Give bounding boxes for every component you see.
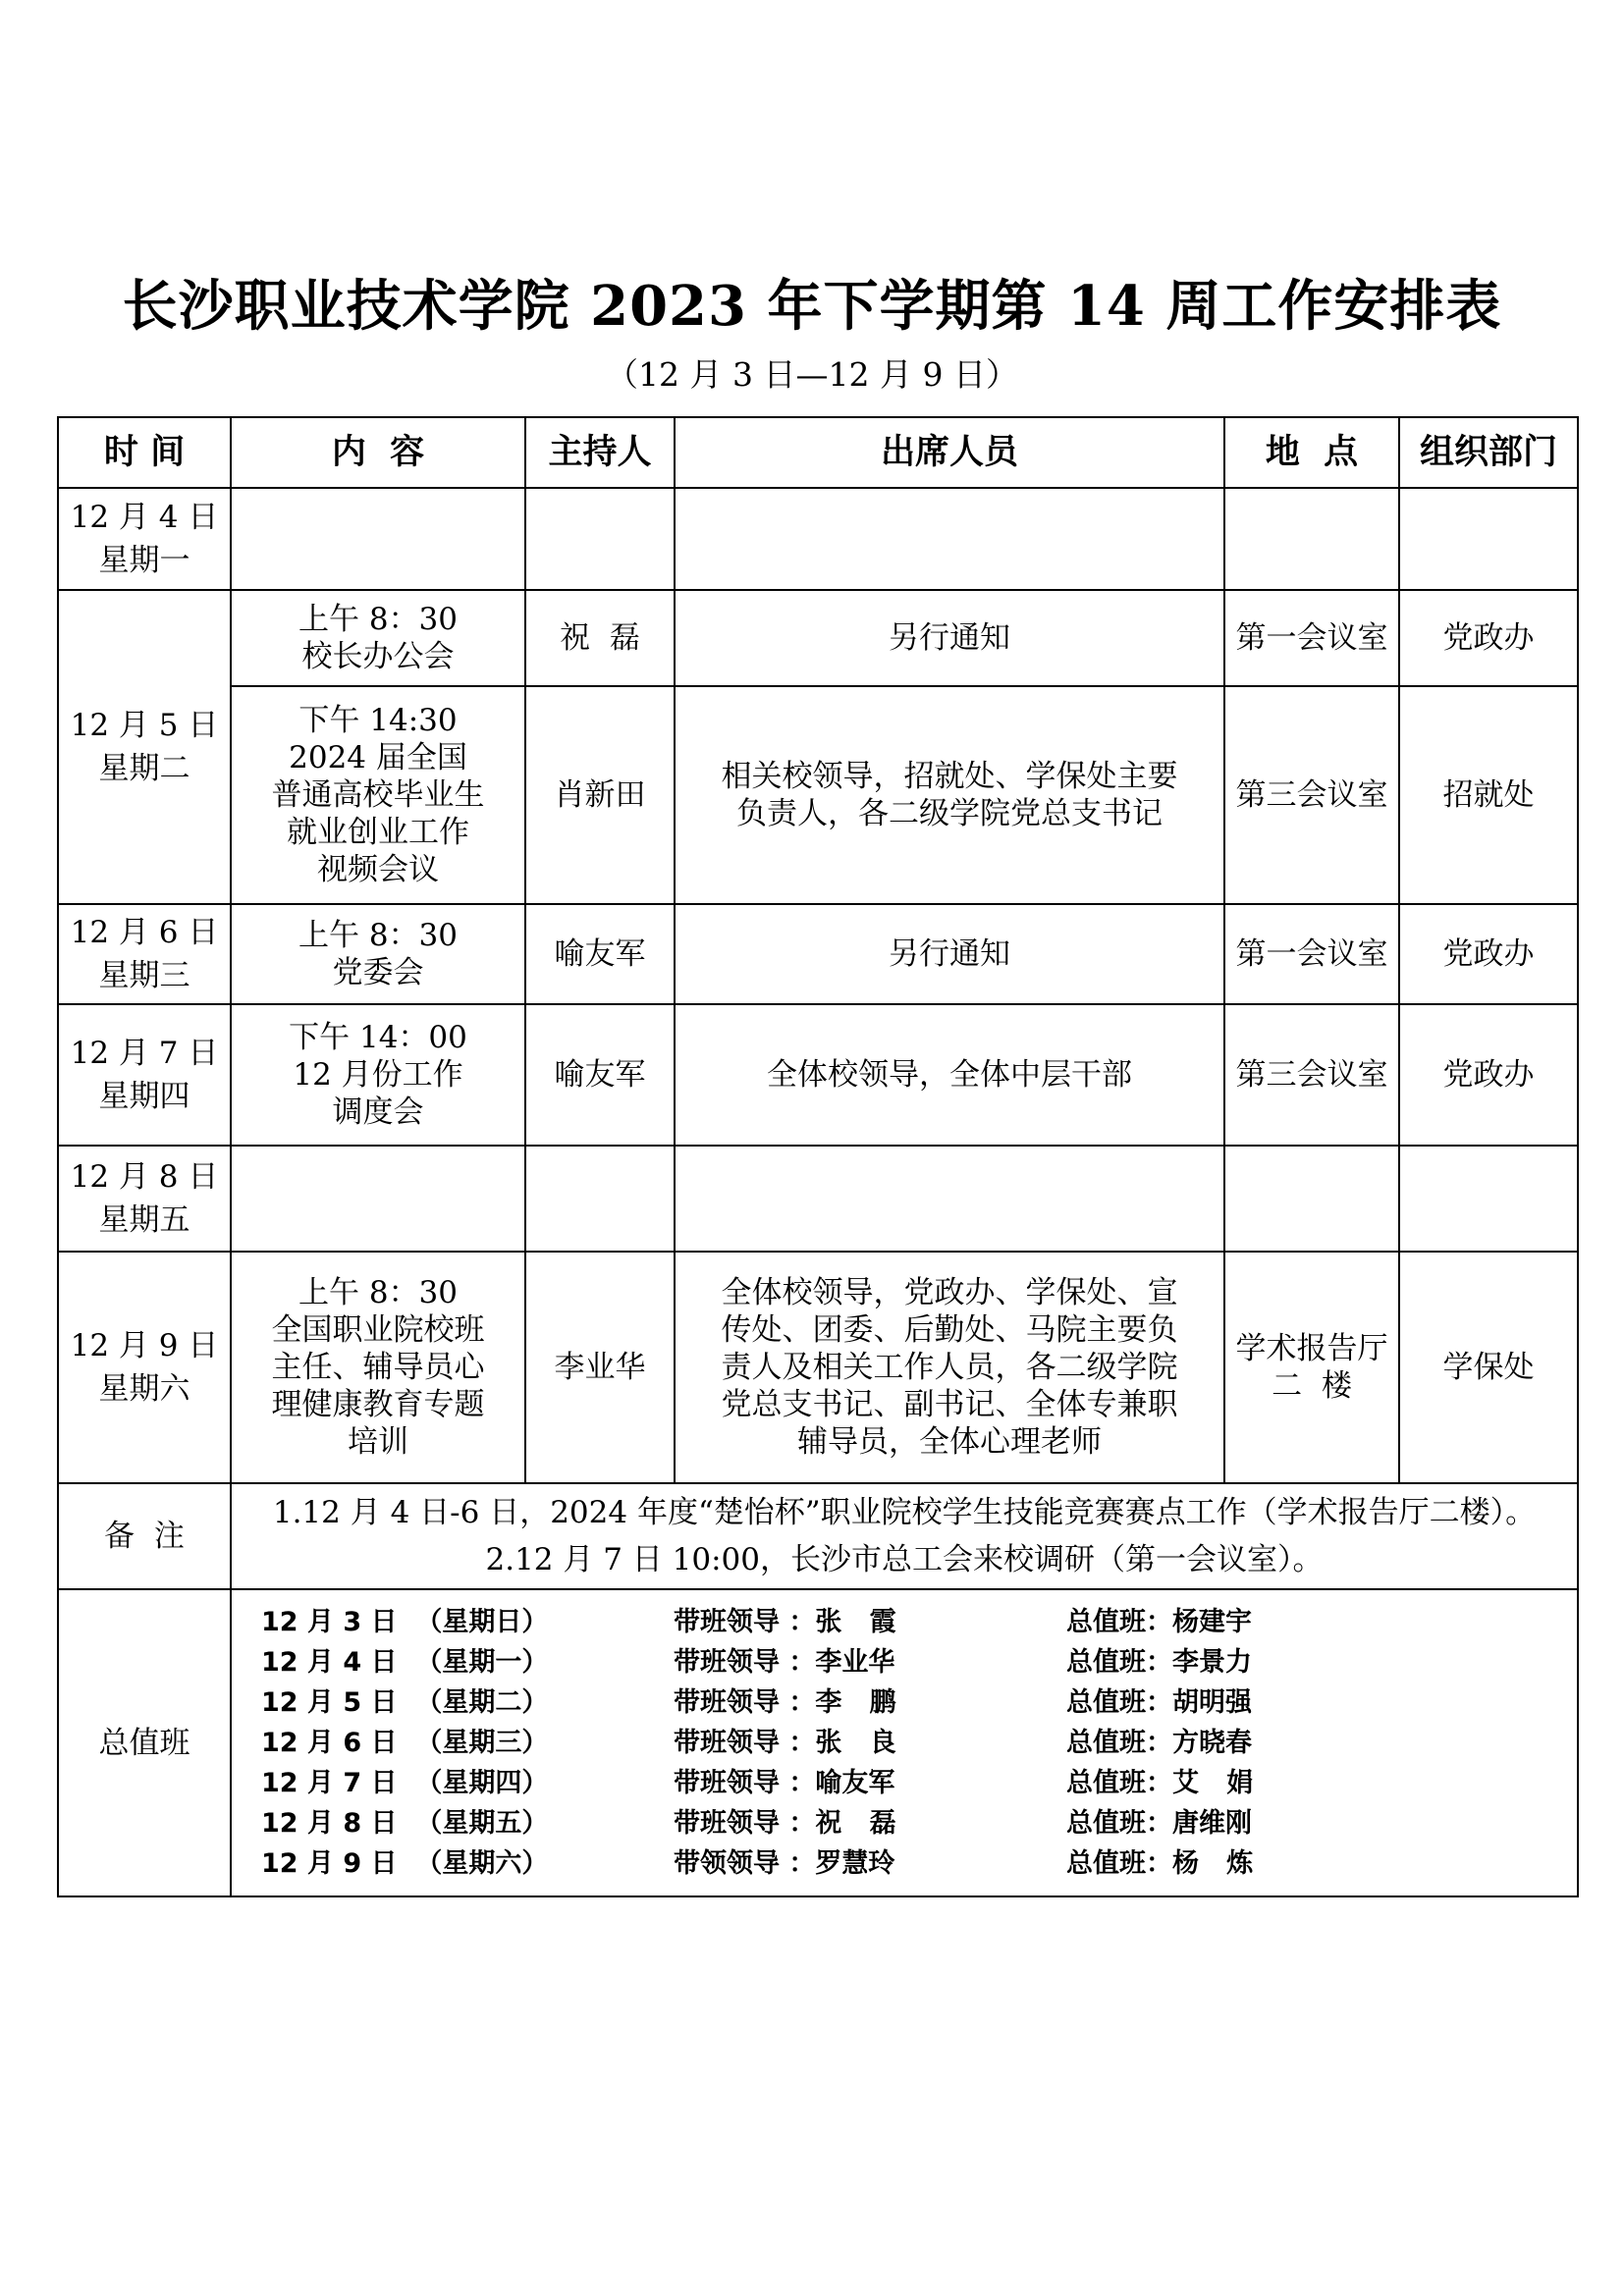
- content-cell: [231, 488, 525, 590]
- duty-date: 12 月 3 日 （星期日）: [261, 1607, 549, 1637]
- duty-roster: [231, 1589, 1578, 1896]
- day-date: 12 月 4 日: [70, 500, 219, 535]
- location-line: 第三会议室: [1235, 1057, 1388, 1093]
- host-cell: 喻友军: [525, 1004, 675, 1146]
- day-cell: [58, 590, 231, 904]
- day-weekday: 星期一: [98, 543, 190, 578]
- content-line: 上午 8：30: [298, 602, 459, 637]
- day-weekday: 星期三: [98, 958, 190, 993]
- content-line: 校长办公会: [301, 639, 455, 674]
- department-cell: 党政办: [1399, 1004, 1578, 1146]
- content-line: 上午 8：30: [298, 918, 459, 953]
- duty-leader: 带班领导 ：李业华: [674, 1647, 895, 1678]
- remarks-row: [58, 1483, 1578, 1589]
- duty-leader: 带班领导 ：喻友军: [674, 1768, 895, 1798]
- duty-leader: 带班领导 ：祝 磊: [674, 1808, 896, 1839]
- duty-chief: 总值班：杨建宇: [1066, 1607, 1252, 1637]
- content-line: 理健康教育专题: [271, 1387, 485, 1422]
- content-line: 就业创业工作: [287, 815, 469, 850]
- department-cell: [1399, 488, 1578, 590]
- remark-item: 2.12 月 7 日 10:00，长沙市总工会来校调研（第一会议室）。: [485, 1542, 1324, 1577]
- day-weekday: 星期五: [98, 1202, 190, 1238]
- department-cell: 学保处: [1399, 1252, 1578, 1483]
- department-cell: 招就处: [1399, 686, 1578, 904]
- attendee-line: 全体校领导，党政办、学保处、宣: [721, 1275, 1178, 1310]
- host-cell: 喻友军: [525, 904, 675, 1004]
- location-cell: [1224, 1146, 1399, 1252]
- attendees-cell: [675, 488, 1224, 590]
- date-range-subtitle: （12 月 3 日—12 月 9 日）: [606, 355, 1018, 394]
- location-cell: [1224, 590, 1399, 686]
- day-date: 12 月 9 日: [70, 1328, 219, 1363]
- content-line: 视频会议: [317, 852, 439, 887]
- column-header-location: 地 点: [1224, 417, 1399, 488]
- table-row: [58, 1004, 1578, 1146]
- page-title: 长沙职业技术学院 2023 年下学期第 14 周工作安排表: [122, 274, 1502, 339]
- attendee-line: 全体校领导，全体中层干部: [767, 1057, 1132, 1093]
- column-header-time: 时 间: [58, 417, 231, 488]
- column-header-content: 内 容: [231, 417, 525, 488]
- duty-leader: 带班领导 ：李 鹏: [674, 1687, 896, 1718]
- duty-row: [58, 1589, 1578, 1896]
- location-cell: [1224, 686, 1399, 904]
- column-header-host: 主持人: [525, 417, 675, 488]
- attendees-cell: [675, 686, 1224, 904]
- attendee-line: 负责人，各二级学院党总支书记: [736, 796, 1163, 831]
- content-line: 党委会: [332, 955, 424, 990]
- duty-leader: 带班领导 ：张 良: [674, 1728, 896, 1758]
- duty-date: 12 月 5 日 （星期二）: [261, 1687, 549, 1718]
- column-header-department: 组织部门: [1399, 417, 1578, 488]
- remarks-label: 备 注: [58, 1483, 231, 1589]
- host-cell: 李业华: [525, 1252, 675, 1483]
- location-line: 二 楼: [1272, 1368, 1352, 1404]
- attendees-cell: [675, 590, 1224, 686]
- content-line: 2024 届全国: [289, 740, 467, 775]
- location-cell: [1224, 1252, 1399, 1483]
- location-cell: [1224, 904, 1399, 1004]
- attendee-line: 另行通知: [889, 936, 1010, 972]
- attendee-line: 另行通知: [889, 620, 1010, 656]
- location-cell: [1224, 488, 1399, 590]
- duty-date: 12 月 7 日 （星期四）: [261, 1768, 549, 1798]
- attendees-cell: [675, 1252, 1224, 1483]
- duty-chief: 总值班：李景力: [1066, 1647, 1252, 1678]
- duty-label: 总值班: [58, 1589, 231, 1896]
- duty-date: 12 月 6 日 （星期三）: [261, 1728, 549, 1758]
- duty-entry: [261, 1602, 1577, 1642]
- location-line: 学术报告厅: [1235, 1331, 1388, 1366]
- day-cell: [58, 1252, 231, 1483]
- day-cell: [58, 488, 231, 590]
- content-line: 普通高校毕业生: [271, 777, 485, 813]
- duty-chief: 总值班：艾 娟: [1066, 1768, 1254, 1798]
- duty-entry: [261, 1763, 1577, 1803]
- content-line: 培训: [348, 1424, 408, 1460]
- attendee-line: 相关校领导，招就处、学保处主要: [721, 759, 1178, 794]
- column-header-attendees: 出席人员: [675, 417, 1224, 488]
- table-row: [58, 590, 1578, 686]
- duty-entry: [261, 1642, 1577, 1682]
- content-cell: [231, 1004, 525, 1146]
- duty-chief: 总值班：方晓春: [1066, 1728, 1252, 1758]
- host-cell: [525, 488, 675, 590]
- day-date: 12 月 8 日: [70, 1159, 219, 1195]
- duty-entry: [261, 1803, 1577, 1843]
- duty-date: 12 月 9 日 （星期六）: [261, 1848, 549, 1879]
- duty-chief: 总值班：杨 炼: [1066, 1848, 1254, 1879]
- remark-item: 1.12 月 4 日-6 日，2024 年度“楚怡杯”职业院校学生技能竞赛赛点工作（学术报告厅二楼）。: [272, 1495, 1537, 1530]
- day-weekday: 星期二: [98, 751, 190, 786]
- table-header-row: [58, 417, 1578, 488]
- table-row: [58, 686, 1578, 904]
- content-line: 下午 14:30: [298, 703, 458, 738]
- host-cell: [525, 1146, 675, 1252]
- attendee-line: 传处、团委、后勤处、马院主要负: [721, 1312, 1178, 1348]
- host-cell: 祝 磊: [525, 590, 675, 686]
- content-line: 主任、辅导员心: [271, 1350, 485, 1385]
- department-cell: [1399, 1146, 1578, 1252]
- attendee-line: 党总支书记、副书记、全体专兼职: [721, 1387, 1178, 1422]
- duty-entry: [261, 1723, 1577, 1763]
- table-row: [58, 488, 1578, 590]
- location-cell: [1224, 1004, 1399, 1146]
- duty-chief: 总值班：唐维刚: [1066, 1808, 1252, 1839]
- day-date: 12 月 5 日: [70, 708, 219, 743]
- day-cell: [58, 1004, 231, 1146]
- content-line: 上午 8：30: [298, 1275, 459, 1310]
- attendee-line: 责人及相关工作人员，各二级学院: [721, 1350, 1178, 1385]
- day-cell: [58, 904, 231, 1004]
- location-line: 第一会议室: [1235, 620, 1388, 656]
- day-weekday: 星期六: [98, 1371, 190, 1407]
- table-row: [58, 1252, 1578, 1483]
- duty-entry: [261, 1682, 1577, 1723]
- table-row: [58, 1146, 1578, 1252]
- table-row: [58, 904, 1578, 1004]
- attendees-cell: [675, 1004, 1224, 1146]
- location-line: 第三会议室: [1235, 777, 1388, 813]
- location-line: 第一会议室: [1235, 936, 1388, 972]
- content-line: 全国职业院校班: [271, 1312, 485, 1348]
- host-cell: 肖新田: [525, 686, 675, 904]
- schedule-table: [57, 416, 1579, 1897]
- content-cell: [231, 904, 525, 1004]
- remarks-content: [231, 1483, 1578, 1589]
- department-cell: 党政办: [1399, 590, 1578, 686]
- content-cell: [231, 590, 525, 686]
- duty-leader: 带领领导 ：罗慧玲: [674, 1848, 895, 1879]
- duty-entry: [261, 1843, 1577, 1884]
- content-line: 下午 14：00: [289, 1020, 467, 1055]
- duty-date: 12 月 4 日 （星期一）: [261, 1647, 549, 1678]
- duty-leader: 带班领导 ：张 霞: [674, 1607, 896, 1637]
- content-cell: [231, 686, 525, 904]
- day-weekday: 星期四: [98, 1079, 190, 1114]
- content-cell: [231, 1146, 525, 1252]
- content-line: 12 月份工作: [293, 1057, 463, 1093]
- day-cell: [58, 1146, 231, 1252]
- content-line: 调度会: [332, 1095, 424, 1130]
- content-cell: [231, 1252, 525, 1483]
- department-cell: 党政办: [1399, 904, 1578, 1004]
- day-date: 12 月 6 日: [70, 915, 219, 950]
- attendees-cell: [675, 1146, 1224, 1252]
- attendee-line: 辅导员，全体心理老师: [797, 1424, 1102, 1460]
- duty-date: 12 月 8 日 （星期五）: [261, 1808, 549, 1839]
- attendees-cell: [675, 904, 1224, 1004]
- duty-chief: 总值班：胡明强: [1066, 1687, 1252, 1718]
- duty-list: [232, 1590, 1577, 1896]
- day-date: 12 月 7 日: [70, 1036, 219, 1071]
